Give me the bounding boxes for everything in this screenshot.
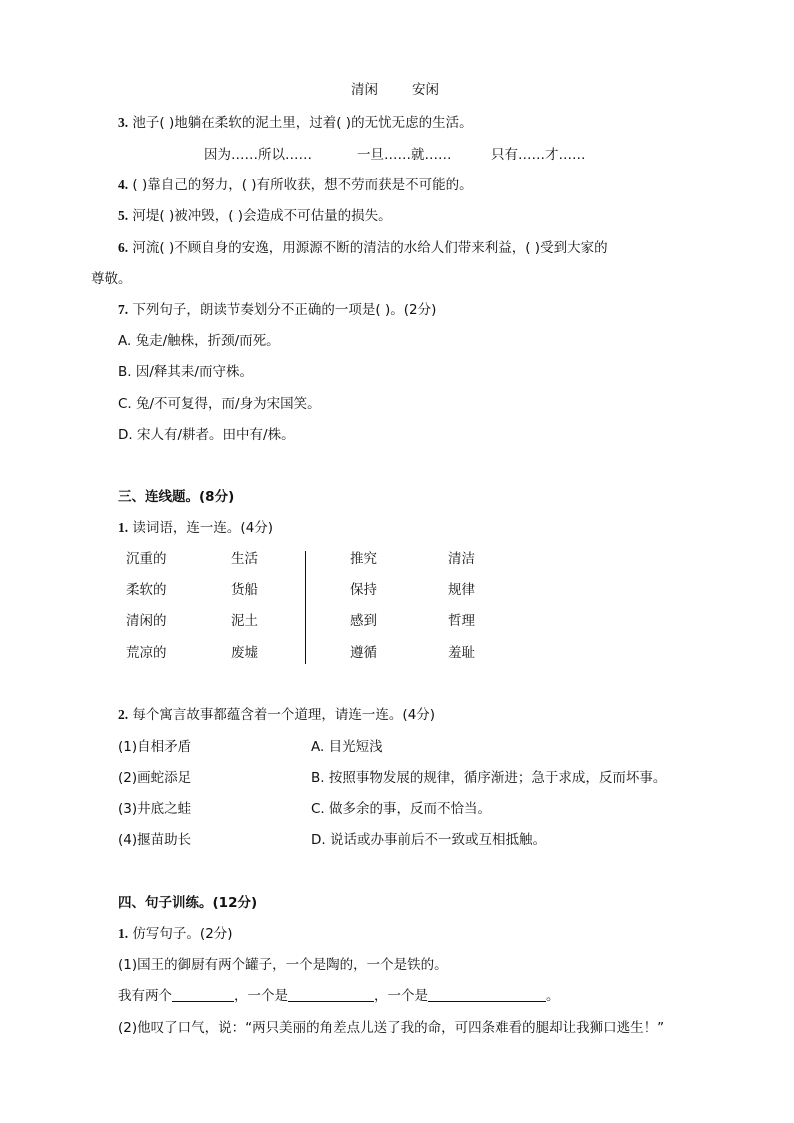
meaning-item: D. 说话或办事前后不一致或互相抵触。 bbox=[311, 832, 546, 848]
section-4-title: 四、句子训练。(12分) bbox=[118, 895, 258, 911]
question-number: 4. bbox=[118, 177, 129, 192]
idiom-item: (3)井底之蛙 bbox=[118, 801, 192, 817]
question-text: 读词语，连一连。(4分) bbox=[132, 520, 274, 536]
question-5 bbox=[118, 206, 392, 226]
example-sentence: (1)国王的御厨有两个罐子，一个是陶的，一个是铁的。 bbox=[118, 957, 448, 973]
question-6 bbox=[118, 238, 608, 258]
question-6-continuation: 尊敬。 bbox=[91, 271, 132, 287]
question-text: 每个寓言故事都蕴含着一个道理，请连一连。(4分) bbox=[132, 707, 436, 723]
question-number: 3. bbox=[118, 115, 129, 130]
answer-blank[interactable] bbox=[172, 987, 234, 1002]
conjunction-option: 因为……所以…… bbox=[204, 147, 312, 163]
question-text: ( )靠自己的努力，( )有所收获，想不劳而获是不可能的。 bbox=[132, 177, 473, 193]
option-c: C. 兔/不可复得，而/身为宋国笑。 bbox=[118, 396, 321, 412]
idiom-item: (2)画蛇添足 bbox=[118, 770, 192, 786]
match-word-left-a: 荒凉的 bbox=[126, 645, 167, 661]
question-7 bbox=[118, 300, 436, 320]
match-word-right-a: 推究 bbox=[350, 551, 377, 567]
question-number: 7. bbox=[118, 302, 129, 317]
question-number: 6. bbox=[118, 240, 129, 255]
match-word-right-a: 感到 bbox=[350, 613, 377, 629]
conjunction-option: 只有……才…… bbox=[491, 147, 586, 163]
match-word-right-a: 遵循 bbox=[350, 645, 377, 661]
question-text: 河流( )不顾自身的安逸，用源源不断的清洁的水给人们带来利益，( )受到大家的 bbox=[132, 240, 608, 256]
section-3-title: 三、连线题。(8分) bbox=[118, 489, 235, 505]
match-word-right-b: 羞耻 bbox=[448, 645, 475, 661]
fill-text: ，一个是 bbox=[234, 988, 288, 1004]
option-d: D. 宋人有/耕者。田中有/株。 bbox=[118, 427, 295, 443]
example-sentence: (2)他叹了口气，说：“两只美丽的角差点儿送了我的命，可四条难看的腿却让我狮口逃生！” bbox=[118, 1020, 665, 1036]
section-4-question-1 bbox=[118, 924, 233, 944]
answer-blank[interactable] bbox=[428, 987, 546, 1002]
option-a: A. 兔走/触株，折颈/而死。 bbox=[118, 333, 280, 349]
question-number: 2. bbox=[118, 707, 129, 722]
match-word-left-a: 柔软的 bbox=[126, 582, 167, 598]
fill-text: 。 bbox=[546, 988, 560, 1004]
question-text: 河堤( )被冲毁，( )会造成不可估量的损失。 bbox=[132, 208, 392, 224]
match-word-left-b: 货船 bbox=[231, 582, 258, 598]
question-4 bbox=[118, 175, 473, 195]
match-word-left-b: 生活 bbox=[231, 551, 258, 567]
fill-text: ，一个是 bbox=[374, 988, 428, 1004]
word-option: 安闲 bbox=[412, 82, 439, 98]
match-word-left-b: 泥土 bbox=[231, 613, 258, 629]
idiom-item: (4)揠苗助长 bbox=[118, 832, 192, 848]
match-word-left-b: 废墟 bbox=[231, 645, 258, 661]
meaning-item: A. 目光短浅 bbox=[311, 739, 383, 755]
match-word-right-a: 保持 bbox=[350, 582, 377, 598]
question-number: 1. bbox=[118, 926, 129, 941]
fill-text: 我有两个 bbox=[118, 988, 172, 1004]
meaning-item: C. 做多余的事，反而不恰当。 bbox=[311, 801, 492, 817]
fill-in-sentence bbox=[118, 986, 560, 1006]
answer-blank[interactable] bbox=[288, 987, 374, 1002]
question-number: 5. bbox=[118, 208, 129, 223]
divider-line bbox=[305, 551, 306, 664]
section-3-question-2 bbox=[118, 705, 435, 725]
question-text: 下列句子，朗读节奏划分不正确的一项是( )。(2分) bbox=[132, 302, 437, 318]
match-word-right-b: 清洁 bbox=[448, 551, 475, 567]
match-word-left-a: 沉重的 bbox=[126, 551, 167, 567]
question-text: 池子( )地躺在柔软的泥土里，过着( )的无忧无虑的生活。 bbox=[132, 115, 473, 131]
idiom-item: (1)自相矛盾 bbox=[118, 739, 192, 755]
match-word-right-b: 规律 bbox=[448, 582, 475, 598]
meaning-item: B. 按照事物发展的规律，循序渐进；急于求成，反而坏事。 bbox=[311, 770, 667, 786]
question-3 bbox=[118, 113, 473, 133]
option-b: B. 因/释其耒/而守株。 bbox=[118, 364, 253, 380]
section-3-question-1 bbox=[118, 518, 273, 538]
question-number: 1. bbox=[118, 520, 129, 535]
word-option: 清闲 bbox=[351, 82, 378, 98]
match-word-left-a: 清闲的 bbox=[126, 613, 167, 629]
conjunction-option: 一旦……就…… bbox=[357, 147, 452, 163]
question-text: 仿写句子。(2分) bbox=[132, 926, 233, 942]
match-word-right-b: 哲理 bbox=[448, 613, 475, 629]
